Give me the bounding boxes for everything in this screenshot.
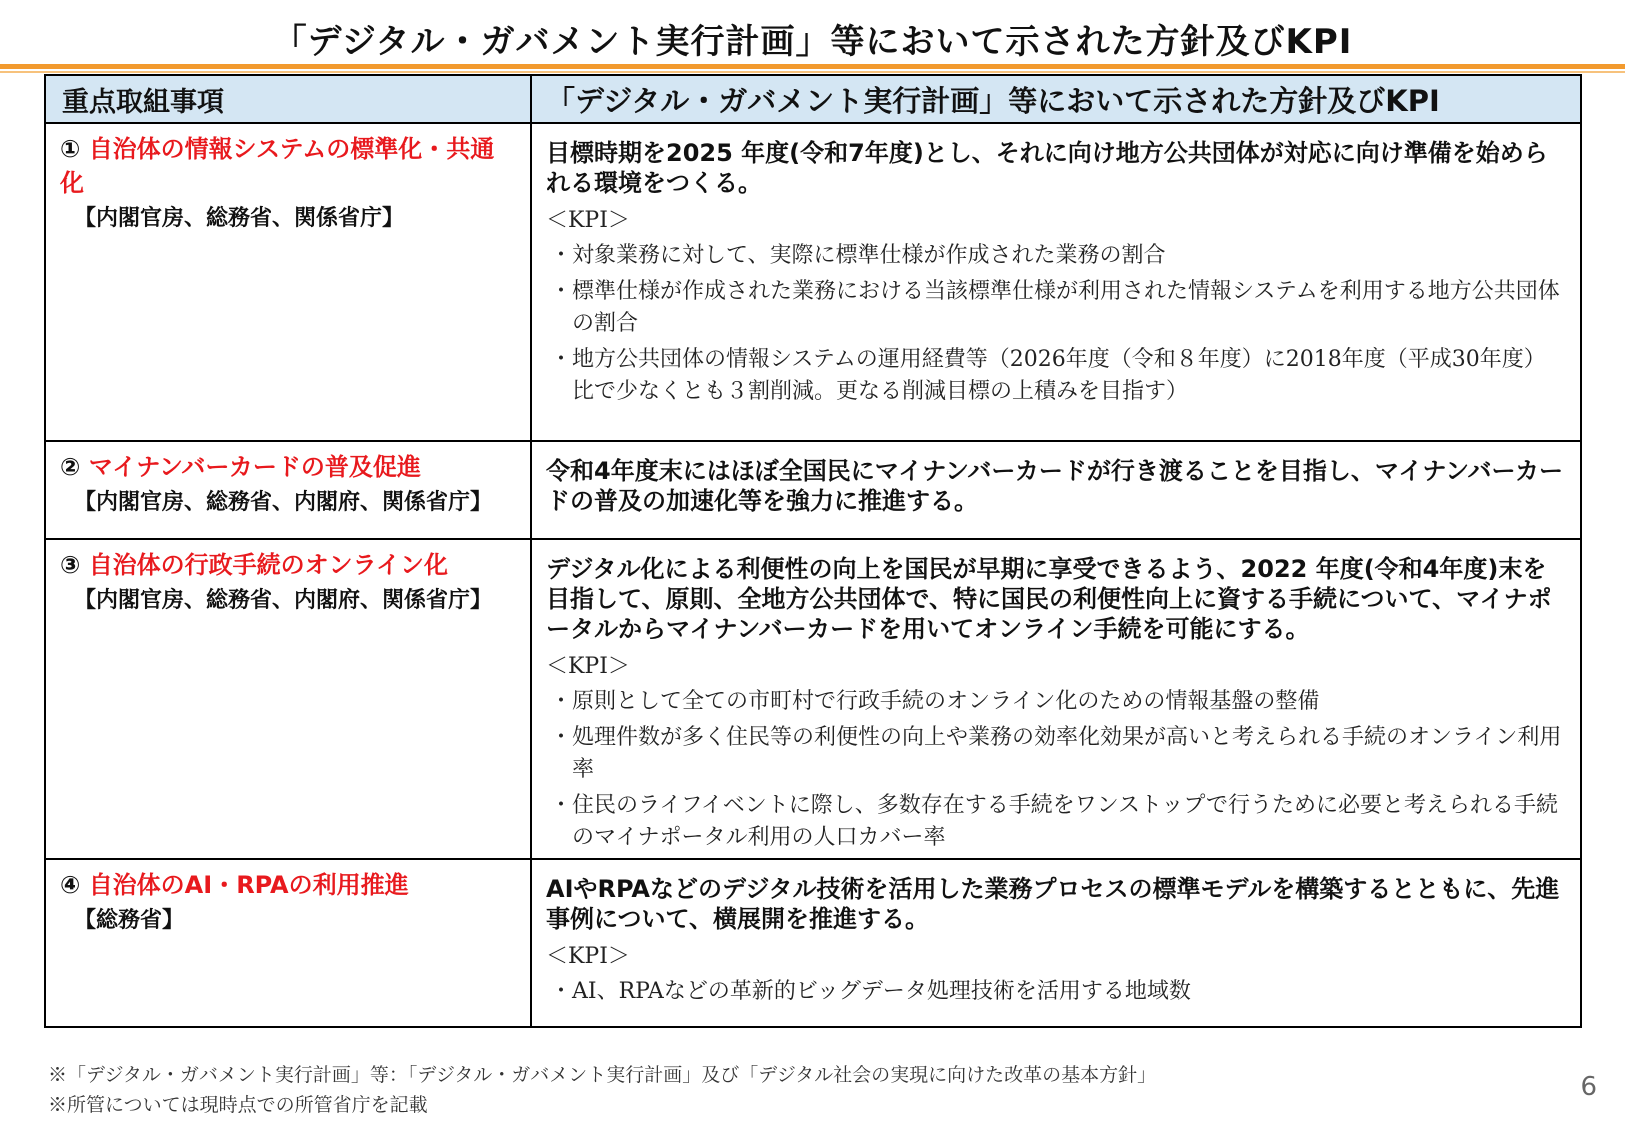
priority-title [60, 132, 514, 200]
priority-cell [45, 539, 531, 859]
table-row [45, 859, 1581, 1027]
priority-cell [45, 859, 531, 1027]
priority-number: ② [60, 453, 81, 481]
table-header-row [45, 75, 1581, 123]
priority-number: ④ [60, 871, 81, 899]
priority-title-text: 自治体の行政手続のオンライン化 [88, 551, 448, 579]
policy-text: 目標時期を2025 年度(令和7年度)とし、それに向け地方公共団体が対応に向け準備を始められる環境をつくる。 [546, 139, 1548, 197]
priority-title-text: 自治体の情報システムの標準化・共通化 [60, 135, 495, 197]
kpi-label: ＜KPI＞ [546, 654, 630, 679]
title-underline [0, 64, 1625, 69]
policy-cell [531, 859, 1581, 1027]
kpi-item: ・標準仕様が作成された業務における当該標準仕様が利用された情報システムを利用する地方公共団体の割合 [550, 279, 1560, 336]
priority-number: ③ [60, 551, 81, 579]
policy-text: 令和4年度末にはほぼ全国民にマイナンバーカードが行き渡ることを目指し、マイナンバーカードの普及の加速化等を強力に推進する。 [546, 457, 1564, 515]
policy-text: デジタル化による利便性の向上を国民が早期に享受できるよう、2022 年度(令和4年度)末を目指して、原則、全地方公共団体で、特に国民の利便性向上に資する手続について、マイナポータルからマイナンバーカードを用いてオンライン手続を可能にする。 [546, 555, 1552, 643]
priority-title [60, 868, 514, 902]
priority-kpi-table [44, 74, 1582, 1028]
slide-title: 「デジタル・ガバメント実行計画」等において示された方針及びKPI [272, 22, 1353, 62]
responsible-ministries: 【総務省】 [74, 908, 185, 933]
priority-title [60, 450, 514, 484]
footnote-definition: ※「デジタル・ガバメント実行計画」等：「デジタル・ガバメント実行計画」及び「デジタル社会の実現に向けた改革の基本方針」 [48, 1064, 1157, 1086]
header-priority-items: 重点取組事項 [45, 75, 531, 123]
kpi-item: ・住民のライフイベントに際し、多数存在する手続をワンストップで行うために必要と考えられる手続のマイナポータル利用の人口カバー率 [550, 793, 1559, 850]
priority-number: ① [60, 135, 81, 163]
policy-cell [531, 539, 1581, 859]
priority-title-text: マイナンバーカードの普及促進 [88, 453, 421, 481]
responsible-ministries: 【内閣官房、総務省、内閣府、関係省庁】 [74, 588, 493, 613]
kpi-label: ＜KPI＞ [546, 208, 630, 233]
kpi-item: ・対象業務に対して、実際に標準仕様が作成された業務の割合 [550, 243, 1166, 268]
priority-title-text: 自治体のAI・RPAの利用推進 [88, 871, 409, 899]
header-policy-kpi: 「デジタル・ガバメント実行計画」等において示された方針及びKPI [531, 75, 1581, 123]
title-underline-thin [0, 71, 1625, 73]
footnote-ministries: ※所管については現時点での所管省庁を記載 [48, 1094, 428, 1116]
table-row [45, 539, 1581, 859]
policy-text: AIやRPAなどのデジタル技術を活用した業務プロセスの標準モデルを構築するとともに、先進事例について、横展開を推進する。 [546, 875, 1560, 933]
policy-cell [531, 123, 1581, 441]
kpi-label: ＜KPI＞ [546, 944, 630, 969]
kpi-item: ・処理件数が多く住民等の利便性の向上や業務の効率化効果が高いと考えられる手続のオンライン利用率 [550, 725, 1562, 782]
priority-cell [45, 123, 531, 441]
table-row [45, 441, 1581, 539]
kpi-item: ・AI、RPAなどの革新的ビッグデータ処理技術を活用する地域数 [550, 979, 1191, 1004]
priority-title [60, 548, 514, 582]
policy-cell [531, 441, 1581, 539]
priority-cell [45, 441, 531, 539]
kpi-item: ・地方公共団体の情報システムの運用経費等（2026年度（令和８年度）に2018年度（平成30年度）比で少なくとも３割削減。更なる削減目標の上積みを目指す） [550, 347, 1546, 404]
responsible-ministries: 【内閣官房、総務省、内閣府、関係省庁】 [74, 490, 493, 515]
responsible-ministries: 【内閣官房、総務省、関係省庁】 [74, 206, 405, 231]
kpi-item: ・原則として全ての市町村で行政手続のオンライン化のための情報基盤の整備 [550, 689, 1320, 714]
table-row [45, 123, 1581, 441]
page-number: 6 [1580, 1072, 1597, 1102]
